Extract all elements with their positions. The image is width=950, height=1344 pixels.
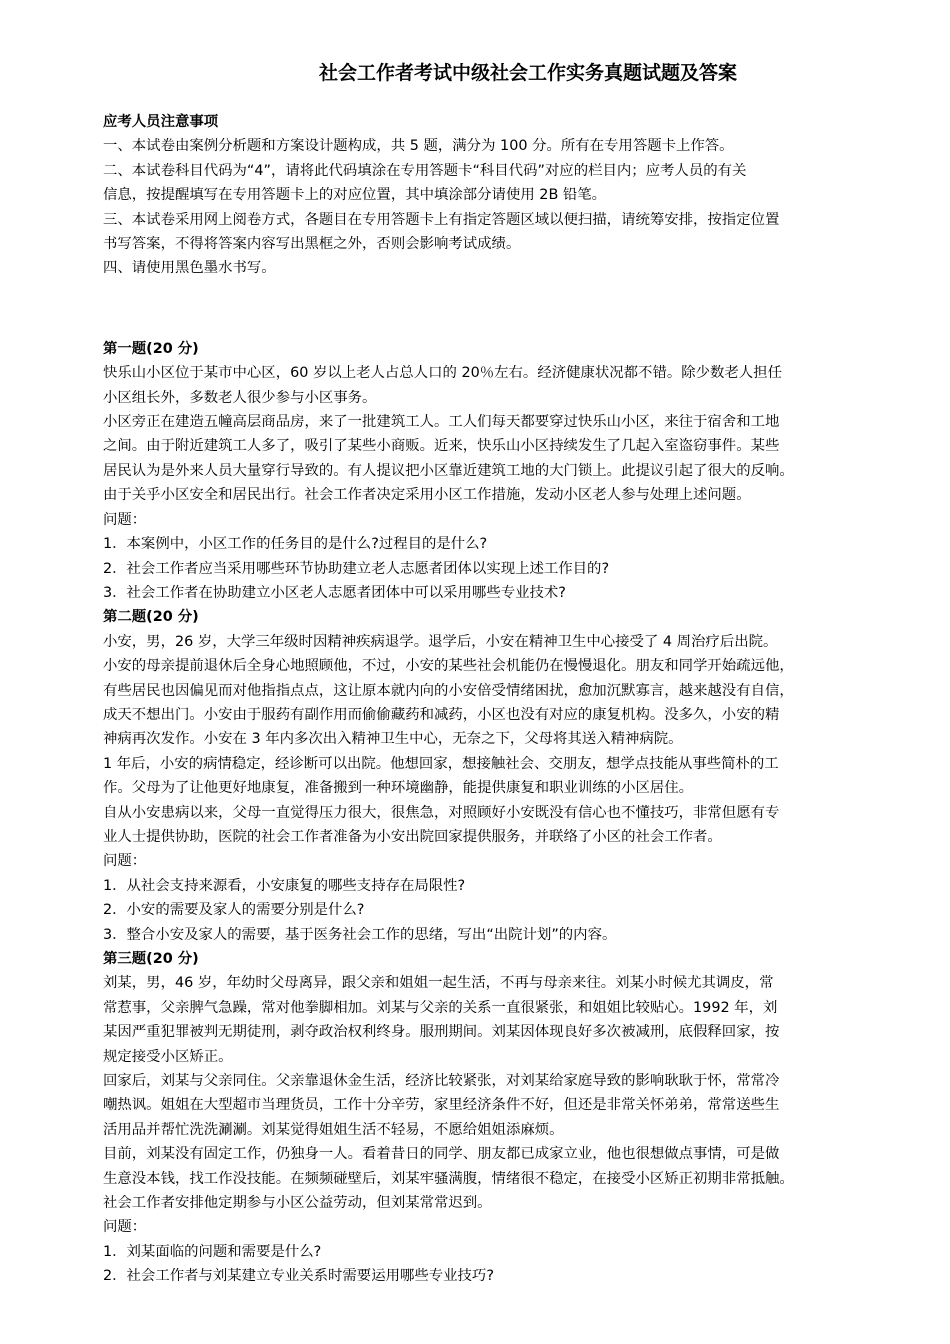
text-line: 作。父母为了让他更好地康复，准备搬到一种环境幽静，能提供康复和职业训练的小区居住。 — [103, 780, 694, 797]
text-line: 书写答案，不得将答案内容写出黑框之外，否则会影响考试成绩。 — [103, 236, 521, 253]
text-line: 刘某，男，46 岁，年幼时父母离异，跟父亲和姐姐一起生活，不再与母亲来往。刘某小时候尤其调皮，常 — [103, 975, 774, 992]
text-line: 居民认为是外来人员大量穿行导致的。有人提议把小区靠近建筑工地的大门锁上。此提议引起了很大的反响。 — [103, 462, 794, 479]
text-line: 快乐山小区位于某市中心区，60 岁以上老人占总人口的 20％左右。经济健康状况都不错。除少数老人担任 — [103, 365, 782, 382]
text-line: 活用品并帮忙洗洗涮涮。刘某觉得姐姐生活不轻易，不愿给姐姐添麻烦。 — [103, 1121, 564, 1138]
text-line: 四、请使用黑色墨水书写。 — [103, 260, 276, 277]
section-heading: 应考人员注意事项 — [103, 114, 219, 130]
blank-line — [103, 297, 903, 321]
text-line: 之间。由于附近建筑工人多了，吸引了某些小商贩。近来，快乐山小区持续发生了几起入室盗窃事件。某些 — [103, 438, 780, 455]
text-line: 生意没本钱，找工作没技能。在频频碰壁后，刘某牢骚满腹，情绪很不稳定，在接受小区矫正初期非常抵触。 — [103, 1170, 794, 1187]
text-line: 1．本案例中，小区工作的任务目的是什么?过程目的是什么? — [103, 536, 488, 553]
text-line: 二、本试卷科目代码为“4”，请将此代码填涂在专用答题卡“科目代码”对应的栏目内；应考人员的有关 — [103, 162, 747, 179]
text-line: 三、本试卷采用网上阅卷方式，各题目在专用答题卡上有指定答题区域以便扫描，请统筹安排，按指定位置 — [103, 211, 780, 228]
text-line: 有些居民也因偏见而对他指指点点，这让原本就内向的小安倍受情绪困扰，愈加沉默寡言，越来越没有自信， — [103, 682, 794, 699]
document-body — [103, 110, 903, 1289]
text-line: 3．整合小安及家人的需要，基于医务社会工作的思绪，写出“出院计划”的内容。 — [103, 926, 617, 943]
text-line: 问题： — [103, 853, 147, 870]
document-title: 社会工作者考试中级社会工作实务真题试题及答案 — [318, 62, 737, 84]
text-line: 3．社会工作者在协助建立小区老人志愿者团体中可以采用哪些专业技术? — [103, 584, 566, 601]
text-line: 1．从社会支持来源看，小安康复的哪些支持存在局限性? — [103, 877, 466, 894]
text-line: 业人士提供协助，医院的社会工作者准备为小安出院回家提供服务，并联络了小区的社会工作者。 — [103, 828, 722, 845]
text-line: 小安的母亲提前退休后全身心地照顾他，不过，小安的某些社会机能仍在慢慢退化。朋友和同学开始疏远他， — [103, 658, 794, 675]
text-line: 成天不想出门。小安由于服药有副作用而偷偷藏药和减药，小区也没有对应的康复机构。没多久，小安的精 — [103, 706, 780, 723]
text-line: 2．社会工作者应当采用哪些环节协助建立老人志愿者团体以实现上述工作目的? — [103, 560, 610, 577]
text-line: 回家后，刘某与父亲同住。父亲靠退休金生活，经济比较紧张，对刘某给家庭导致的影响耿耿于怀，常常冷 — [103, 1073, 780, 1090]
text-line: 常惹事，父亲脾气急躁，常对他拳脚相加。刘某与父亲的关系一直很紧张，和姐姐比较贴心。1992 年，刘 — [103, 999, 778, 1016]
text-line: 小区旁正在建造五幢高层商品房，来了一批建筑工人。工人们每天都要穿过快乐山小区，来往于宿舍和工地 — [103, 414, 780, 431]
text-line: 一、本试卷由案例分析题和方案设计题构成，共 5 题，满分为 100 分。所有在专用答题卡上作答。 — [103, 138, 734, 155]
text-line: 嘲热讽。姐姐在大型超市当理货员，工作十分辛劳，家里经济条件不好，但还是非常关怀弟弟，常常送些生 — [103, 1097, 780, 1114]
text-line: 信息，按提醒填写在专用答题卡上的对应位置，其中填涂部分请使用 2B 铅笔。 — [103, 187, 607, 204]
section-heading: 第三题(20 分) — [103, 951, 199, 967]
text-line: 神病再次发作。小安在 3 年内多次出入精神卫生中心，无奈之下，父母将其送入精神病院。 — [103, 731, 683, 748]
text-line: 某因严重犯罪被判无期徒刑，剥夺政治权利终身。服刑期间。刘某因体现良好多次被减刑，底假释回家，按 — [103, 1024, 780, 1041]
text-line: 小区组长外，多数老人很少参与小区事务。 — [103, 389, 377, 406]
text-line: 规定接受小区矫正。 — [103, 1048, 233, 1065]
section-heading: 第一题(20 分) — [103, 340, 199, 357]
text-line: 1 年后，小安的病情稳定，经诊断可以出院。他想回家，想接触社会、交朋友，想学点技能从事些简朴的工 — [103, 755, 779, 772]
text-line: 问题： — [103, 511, 147, 528]
text-line: 2．社会工作者与刘某建立专业关系时需要运用哪些专业技巧? — [103, 1268, 494, 1285]
text-line: 问题： — [103, 1219, 147, 1236]
document-page — [103, 58, 903, 1289]
text-line: 小安，男，26 岁，大学三年级时因精神疾病退学。退学后，小安在精神卫生中心接受了 4 周治疗后出院。 — [103, 633, 778, 650]
text-line: 自从小安患病以来，父母一直觉得压力很大，很焦急，对照顾好小安既没有信心也不懂技巧，非常但愿有专 — [103, 804, 780, 821]
text-line: 社会工作者安排他定期参与小区公益劳动，但刘某常常迟到。 — [103, 1195, 492, 1212]
text-line: 由于关乎小区安全和居民出行。社会工作者决定采用小区工作措施，发动小区老人参与处理上述问题。 — [103, 487, 751, 504]
text-line: 目前，刘某没有固定工作，仍独身一人。看着昔日的同学、朋友都已成家立业，他也很想做点事情，可是做 — [103, 1146, 780, 1163]
text-line: 1．刘某面临的问题和需要是什么? — [103, 1243, 322, 1260]
text-line: 2．小安的需要及家人的需要分别是什么? — [103, 902, 365, 919]
section-heading: 第二题(20 分) — [103, 609, 199, 626]
